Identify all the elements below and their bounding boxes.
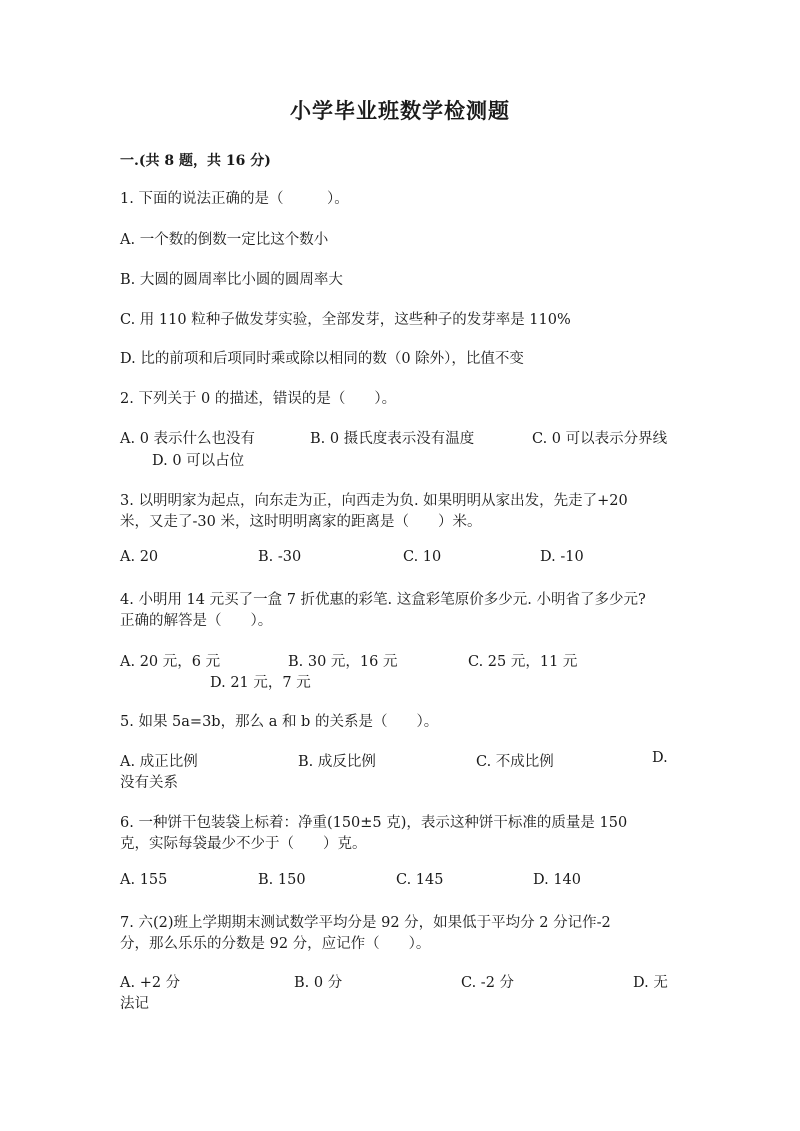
question-3-stem-line-1: 3. 以明明家为起点，向东走为正，向西走为负. 如果明明从家出发，先走了+20	[120, 493, 628, 509]
question-1-option-c: C. 用 110 粒种子做发芽实验，全部发芽，这些种子的发芽率是 110%	[120, 312, 571, 328]
page-title: 小学毕业班数学检测题	[290, 98, 510, 123]
question-3-stem-line-2: 米，又走了-30 米，这时明明离家的距离是（ ）米。	[120, 514, 482, 530]
question-5-option-d-text: 没有关系	[120, 775, 178, 791]
question-6-stem-line-2: 克，实际每袋最少不少于（ ）克。	[120, 836, 367, 852]
question-6-option-c: C. 145	[396, 872, 444, 888]
question-4-option-a: A. 20 元，6 元	[120, 654, 221, 670]
question-4-option-c: C. 25 元，11 元	[468, 654, 578, 670]
question-4-option-b: B. 30 元，16 元	[288, 654, 398, 670]
question-7-stem-line-2: 分，那么乐乐的分数是 92 分，应记作（ ）。	[120, 936, 431, 952]
question-4-option-d: D. 21 元，7 元	[210, 675, 311, 691]
question-7-option-a: A. +2 分	[120, 975, 181, 991]
question-3-option-a: A. 20	[120, 549, 159, 565]
question-7-stem-line-1: 7. 六(2)班上学期期末测试数学平均分是 92 分，如果低于平均分 2 分记作-2	[120, 915, 611, 931]
question-2-option-c: C. 0 可以表示分界线	[532, 431, 668, 447]
question-2-stem: 2. 下列关于 0 的描述，错误的是（ ）。	[120, 391, 397, 407]
question-3-option-b: B. -30	[258, 549, 302, 565]
question-7-option-d-text: 法记	[120, 996, 149, 1012]
question-2-option-d: D. 0 可以占位	[152, 453, 245, 469]
section-header: 一.(共 8 题，共 16 分)	[120, 153, 271, 169]
question-1-option-a: A. 一个数的倒数一定比这个数小	[120, 232, 329, 248]
question-7-option-b: B. 0 分	[294, 975, 343, 991]
question-6-option-b: B. 150	[258, 872, 306, 888]
question-3-option-d: D. -10	[540, 549, 584, 565]
question-6-option-d: D. 140	[533, 872, 582, 888]
question-5-option-b: B. 成反比例	[298, 754, 376, 770]
question-4-stem-line-2: 正确的解答是（ ）。	[120, 613, 273, 629]
question-5-option-a: A. 成正比例	[120, 754, 198, 770]
question-6-stem-line-1: 6. 一种饼干包装袋上标着：净重(150±5 克)，表示这种饼干标准的质量是 150	[120, 815, 628, 831]
question-5-option-d-label: D.	[652, 750, 668, 766]
question-1-option-b: B. 大圆的圆周率比小圆的圆周率大	[120, 272, 343, 288]
question-7-option-d-label: D. 无	[633, 975, 668, 991]
question-2-option-a: A. 0 表示什么也没有	[120, 431, 256, 447]
question-5-option-c: C. 不成比例	[476, 754, 554, 770]
question-4-stem-line-1: 4. 小明用 14 元买了一盒 7 折优惠的彩笔. 这盒彩笔原价多少元. 小明省了多少元?	[120, 592, 646, 608]
question-1-option-d: D. 比的前项和后项同时乘或除以相同的数（0 除外），比值不变	[120, 351, 524, 367]
question-1-stem: 1. 下面的说法正确的是（ ）。	[120, 191, 349, 207]
question-3-option-c: C. 10	[403, 549, 442, 565]
question-6-option-a: A. 155	[120, 872, 168, 888]
question-5-stem: 5. 如果 5a=3b，那么 a 和 b 的关系是（ ）。	[120, 714, 439, 730]
question-2-option-b: B. 0 摄氏度表示没有温度	[310, 431, 475, 447]
question-7-option-c: C. -2 分	[461, 975, 515, 991]
